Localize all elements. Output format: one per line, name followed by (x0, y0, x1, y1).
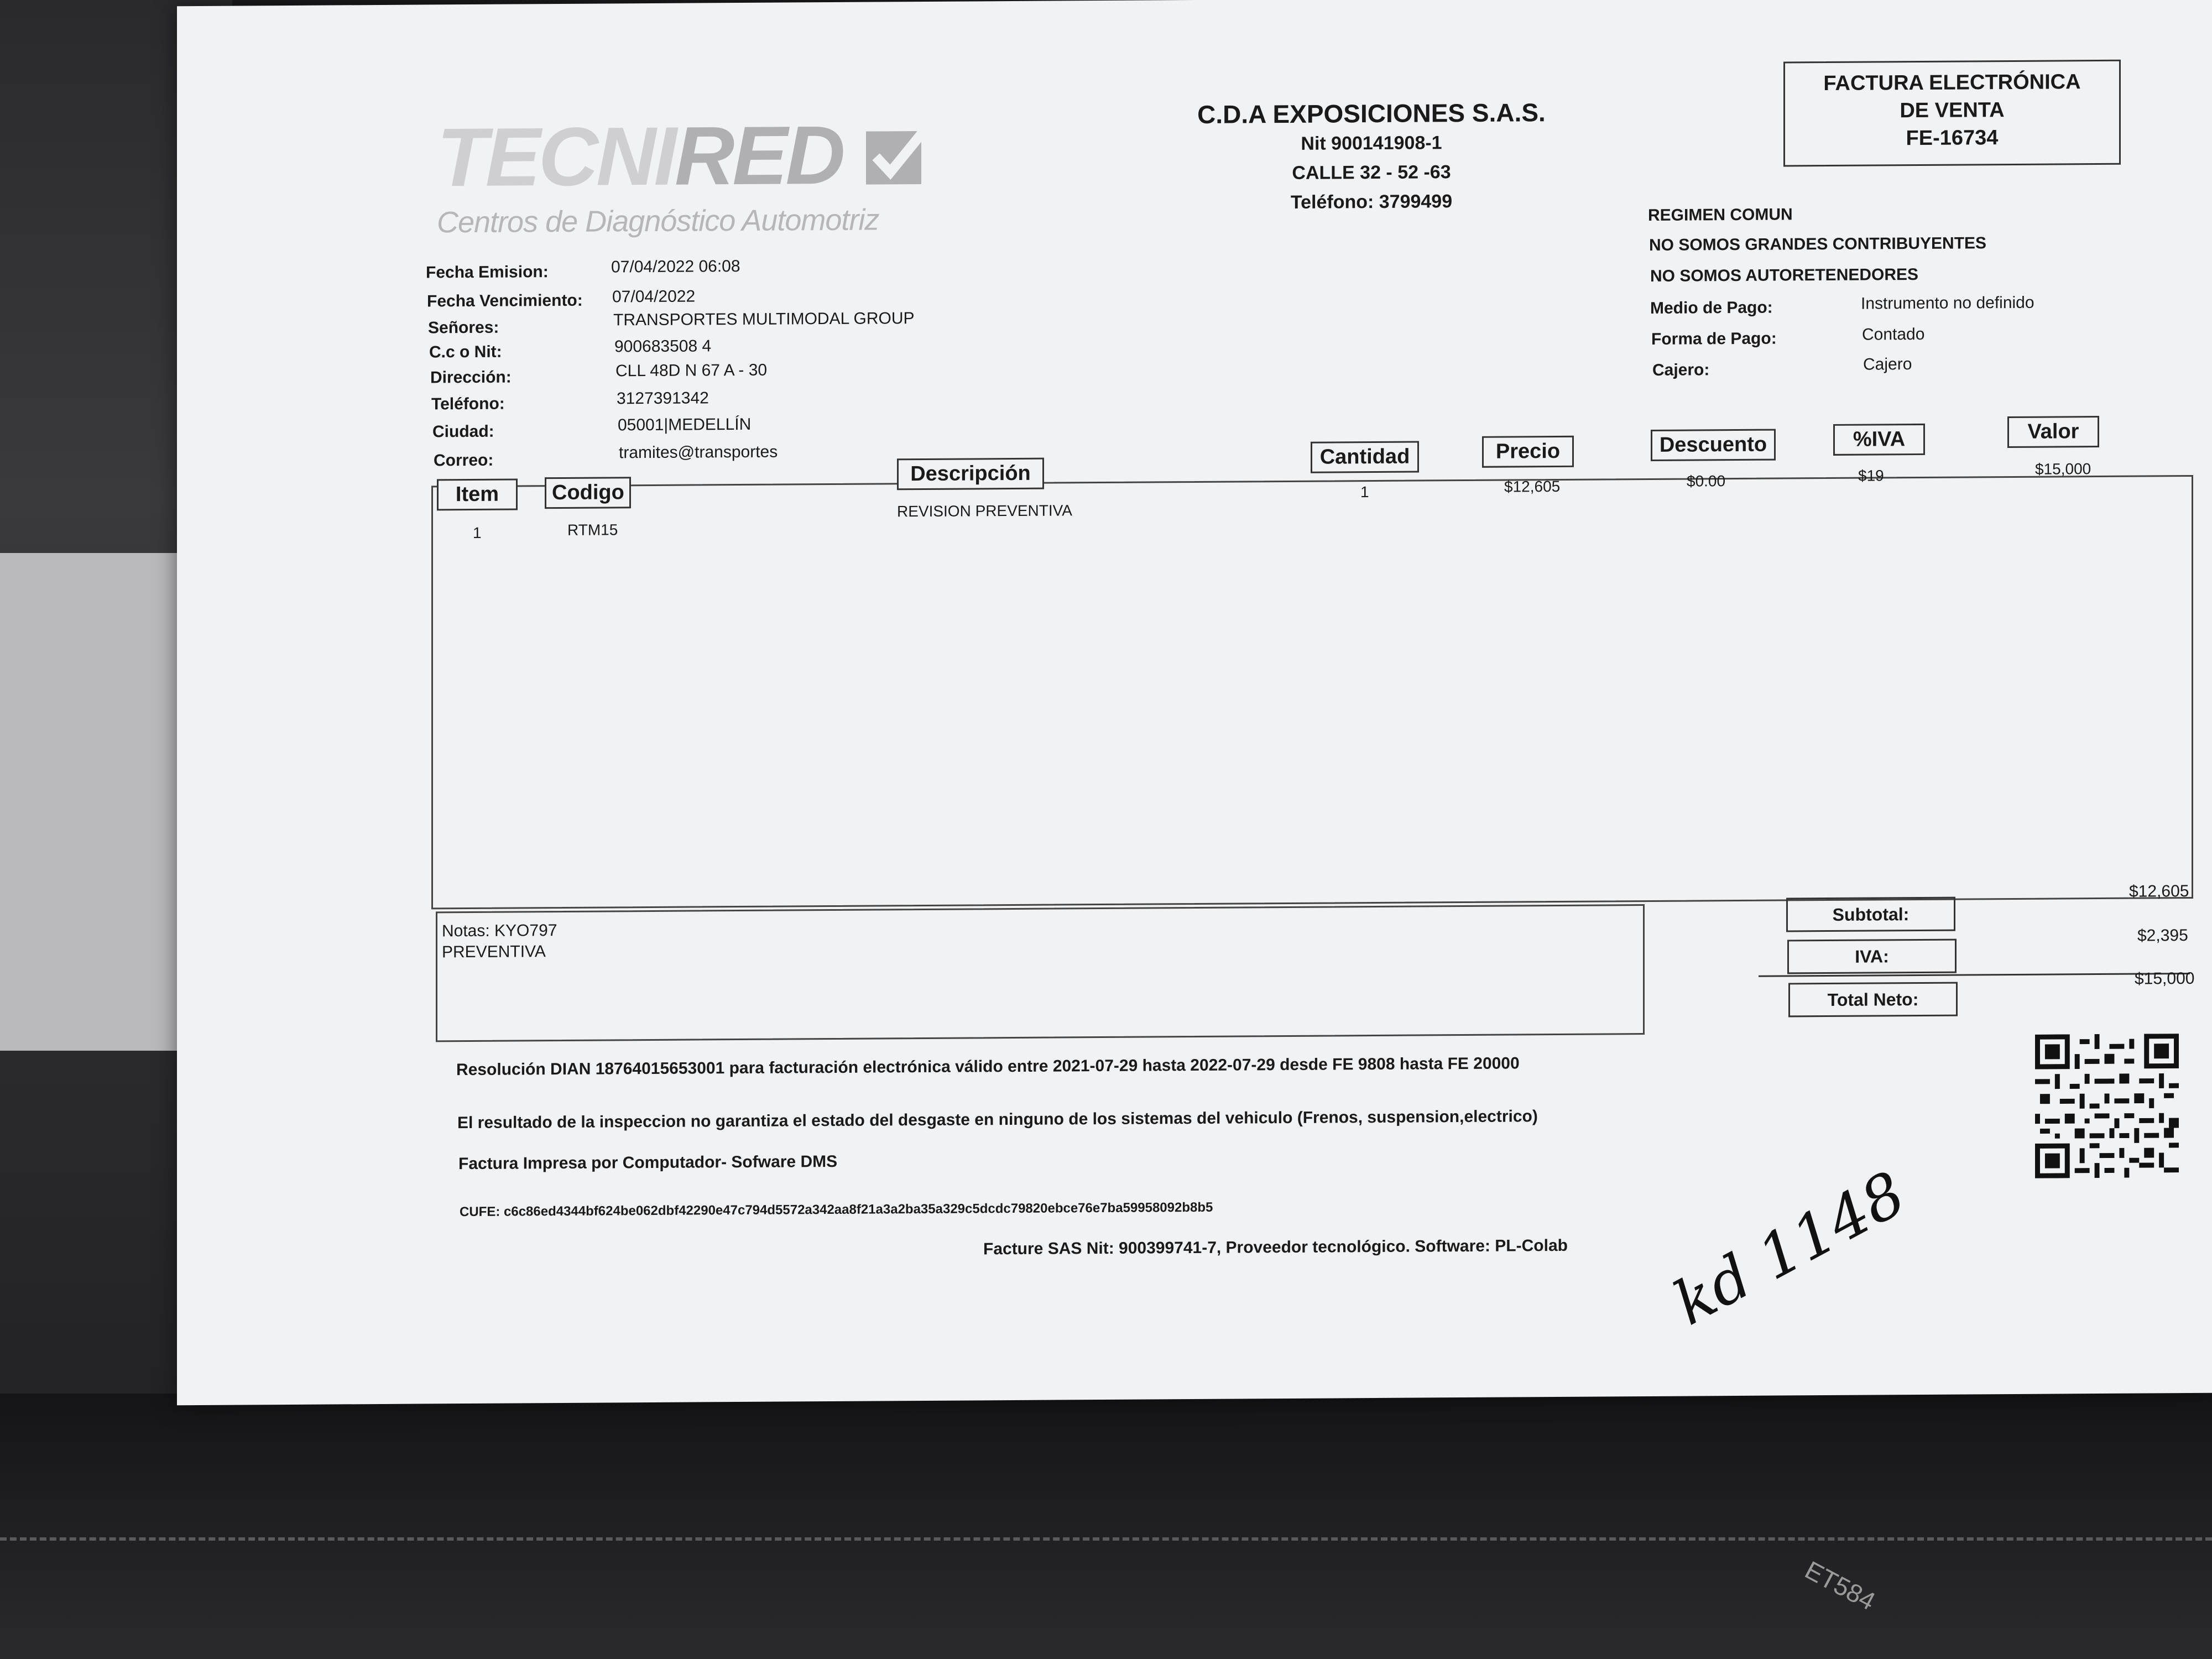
cell-precio: $12,605 (1504, 477, 1561, 495)
customer-value: 900683508 4 (614, 337, 712, 356)
cell-codigo: RTM15 (567, 521, 618, 539)
cufe-text: CUFE: c6c86ed4344bf624be062dbf42290e47c794d5572a342aa8f21a3a2ba35a329c5dcdc79820ebce76e7ba59958092b8b5 (460, 1199, 1213, 1220)
iva-label: IVA: (1787, 939, 1957, 974)
company-address: CALLE 32 - 52 -63 (1292, 161, 1451, 184)
logo-tagline: Centros de Diagnóstico Automotriz (437, 203, 879, 239)
company-name: C.D.A EXPOSICIONES S.A.S. (1197, 98, 1546, 129)
customer-label: Dirección: (430, 368, 512, 387)
logo-brand-left: TECNI (437, 109, 675, 204)
customer-label: Correo: (434, 451, 494, 470)
cell-cantidad: 1 (1360, 483, 1369, 501)
payment-value: Contado (1862, 325, 1925, 344)
invoice-title-line1: FACTURA ELECTRÓNICA (1823, 70, 2081, 96)
customer-value: 07/04/2022 06:08 (611, 257, 740, 276)
resolution-text: Resolución DIAN 18764015653001 para facturación electrónica válido entre 2021-07-29 hasta 2022-07-29 desde FE 9808 hasta FE 20000 (456, 1054, 1520, 1079)
invoice-title-box (1783, 60, 2121, 167)
col-header-item: Item (437, 478, 518, 510)
customer-value: tramites@transportes (619, 442, 778, 462)
total-neto-value: $15,000 (2135, 969, 2195, 988)
subtotal-label: Subtotal: (1786, 897, 1955, 932)
customer-label: C.c o Nit: (429, 342, 502, 362)
company-nit: Nit 900141908-1 (1301, 132, 1442, 154)
regime-line: NO SOMOS AUTORETENEDORES (1650, 265, 1919, 285)
invoice-number: FE-16734 (1906, 126, 1999, 150)
notes-box (436, 904, 1645, 1042)
customer-value: CLL 48D N 67 A - 30 (615, 361, 768, 380)
payment-label: Cajero: (1652, 361, 1710, 379)
customer-value: TRANSPORTES MULTIMODAL GROUP (613, 309, 915, 330)
customer-label: Fecha Emision: (426, 263, 549, 282)
iva-value: $2,395 (2137, 926, 2188, 945)
customer-value: 05001|MEDELLÍN (618, 415, 752, 435)
invoice-title-line2: DE VENTA (1900, 98, 2005, 123)
col-header-descuento: Descuento (1651, 429, 1776, 461)
company-phone: Teléfono: 3799499 (1290, 191, 1453, 213)
payment-label: Forma de Pago: (1651, 329, 1777, 348)
cell-descripcion: REVISION PREVENTIVA (897, 502, 1072, 520)
company-header (1095, 97, 1648, 215)
car-seat-bottom-background (0, 1394, 2212, 1659)
total-neto-label: Total Neto: (1788, 982, 1958, 1018)
customer-label: Fecha Vencimiento: (427, 291, 583, 311)
regime-line: NO SOMOS GRANDES CONTRIBUYENTES (1649, 234, 1987, 254)
seat-stitching (0, 1537, 2212, 1541)
cell-valor: $15,000 (2035, 460, 2091, 478)
disclaimer-text: El resultado de la inspeccion no garantiza el estado del desgaste en ninguno de los sistemas del vehiculo (Frenos, suspension,electrico) (457, 1107, 1538, 1133)
col-header-iva: %IVA (1833, 424, 1925, 456)
col-header-codigo: Codigo (545, 477, 631, 509)
provider-text: Facture SAS Nit: 900399741-7, Proveedor tecnológico. Software: PL-Colab (983, 1236, 1568, 1259)
customer-label: Ciudad: (432, 422, 494, 441)
col-header-valor: Valor (2007, 416, 2099, 448)
pen-label: ET584 (1800, 1555, 1880, 1616)
logo (437, 107, 930, 239)
items-table (431, 475, 2193, 909)
cell-descuento: $0.00 (1687, 472, 1726, 490)
cell-iva: $19 (1858, 467, 1884, 484)
invoice-paper (177, 0, 2212, 1405)
customer-value: 07/04/2022 (612, 287, 696, 306)
check-icon (864, 126, 930, 187)
col-header-descripcion: Descripción (897, 458, 1044, 491)
customer-label: Señores: (428, 318, 499, 337)
cell-item: 1 (473, 524, 482, 541)
qr-code-icon (2035, 1034, 2179, 1178)
subtotal-value: $12,605 (2129, 882, 2189, 901)
customer-label: Teléfono: (431, 394, 505, 414)
notes-line: PREVENTIVA (442, 942, 546, 962)
col-header-cantidad: Cantidad (1311, 441, 1419, 473)
logo-wordmark (437, 107, 930, 205)
logo-brand-right: RED (675, 108, 843, 202)
regime-line: REGIMEN COMUN (1648, 205, 1793, 225)
payment-value: Cajero (1863, 355, 1912, 374)
payment-label: Medio de Pago: (1650, 298, 1773, 317)
handwritten-note: kd 1148 (1662, 1157, 1917, 1339)
col-header-precio: Precio (1482, 436, 1574, 468)
payment-value: Instrumento no definido (1861, 293, 2034, 313)
notes-line: Notas: KYO797 (442, 921, 557, 941)
printed-by-text: Factura Impresa por Computador- Sofware DMS (458, 1152, 838, 1173)
customer-value: 3127391342 (617, 389, 709, 408)
